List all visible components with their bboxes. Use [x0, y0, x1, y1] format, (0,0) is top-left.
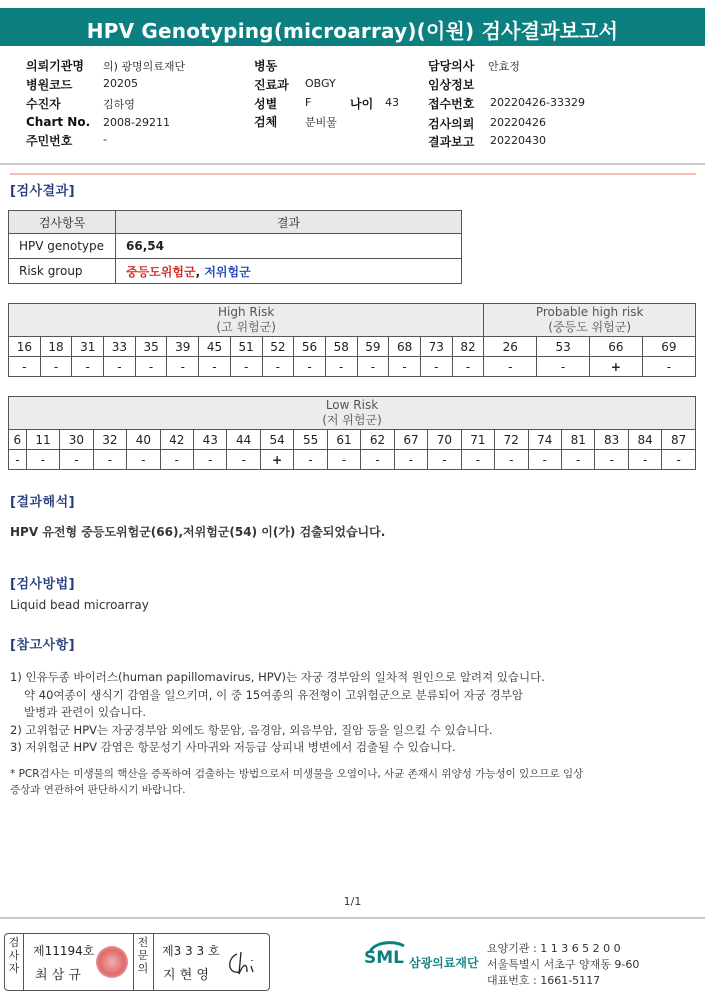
hpv-result-cell: - [562, 450, 595, 470]
examiner-name: 최 삼 규 [35, 968, 81, 983]
hpv-result-cell: - [394, 450, 427, 470]
hpv-type-cell: 30 [60, 430, 93, 450]
hpv-type-cell: 70 [428, 430, 461, 450]
examiner-seal-icon [96, 946, 128, 978]
hpv-result-cell: - [294, 450, 327, 470]
hpv-type-cell: 54 [260, 430, 293, 450]
hpv-result-cell: - [227, 450, 260, 470]
hpv-result-cell: - [127, 450, 160, 470]
section-title-interpretation: [결과해석] [10, 495, 76, 510]
hpv-result-cell: - [389, 357, 421, 377]
header-value: OBGY [305, 77, 336, 90]
divider [0, 917, 705, 919]
header-label: 담당의사 [428, 59, 475, 73]
hpv-result-cell: - [40, 357, 72, 377]
hpv-type-cell: 56 [294, 337, 326, 357]
specialist-number: 제3 3 3 호 [162, 944, 220, 958]
hpv-type-cell: 26 [484, 337, 537, 357]
header-label: 성별 [254, 97, 278, 111]
hpv-type-cell: 44 [227, 430, 260, 450]
footnote-line: * PCR검사는 미생물의 핵산을 증폭하여 검출하는 방법으로서 미생물을 오염이나, 사균 존재시 위양성 가능성이 있으므로 임상 [10, 768, 584, 780]
hpv-result-cell: - [9, 450, 27, 470]
hpv-type-cell: 51 [230, 337, 262, 357]
low-risk-subtitle: (저 위험군) [322, 413, 382, 427]
hpv-result-cell: - [104, 357, 136, 377]
hpv-result-cell: - [262, 357, 294, 377]
hpv-result-cell: - [537, 357, 590, 377]
institution-number: 요양기관 : 1 1 3 6 5 2 0 0 [487, 942, 621, 955]
header-value: 20205 [103, 77, 138, 90]
probable-high-risk-subtitle: (중등도 위험군) [548, 320, 632, 334]
hpv-result-cell: - [461, 450, 494, 470]
hpv-result-cell: - [452, 357, 484, 377]
section-title-method: [검사방법] [10, 577, 76, 592]
hpv-type-cell: 71 [461, 430, 494, 450]
section-title-notes: [참고사항] [10, 638, 76, 653]
hpv-result-cell: - [60, 450, 93, 470]
hpv-type-cell: 18 [40, 337, 72, 357]
hpv-result-cell: - [93, 450, 126, 470]
hpv-type-cell: 6 [9, 430, 27, 450]
result-item: Risk group [9, 259, 116, 284]
specialist-name: 지 현 영 [163, 968, 209, 983]
hpv-type-cell: 68 [389, 337, 421, 357]
header-label: 의뢰기관명 [26, 59, 84, 73]
risk-low-label: 저위험군 [204, 264, 251, 279]
hpv-type-cell: 66 [590, 337, 643, 357]
hpv-type-cell: 43 [194, 430, 227, 450]
header-label: 주민번호 [26, 134, 73, 148]
hpv-result-cell: - [294, 357, 326, 377]
hpv-type-cell: 59 [357, 337, 389, 357]
report-title: HPV Genotyping(microarray)(이원) 검사결과보고서 [86, 19, 619, 43]
high-risk-table [8, 303, 696, 377]
hpv-type-cell: 40 [127, 430, 160, 450]
header-label: 수진자 [26, 97, 61, 111]
hpv-type-cell: 69 [642, 337, 695, 357]
hpv-result-cell: - [135, 357, 167, 377]
footnote-line: 증상과 연관하여 판단하시기 바랍니다. [10, 784, 186, 796]
result-value: 66,54 [116, 234, 462, 259]
hpv-type-cell: 83 [595, 430, 628, 450]
note-line: 2) 고위험군 HPV는 자궁경부암 외에도 항문암, 음경암, 외음부암, 질암 등을 일으킬 수 있습니다. [10, 723, 493, 737]
hpv-result-cell: + [260, 450, 293, 470]
hpv-type-cell: 11 [26, 430, 59, 450]
hpv-result-cell: - [325, 357, 357, 377]
note-line: 1) 인유두종 바이러스(human papillomavirus, HPV)는 자궁 경부암의 일차적 원인으로 알려져 있습니다. [10, 670, 545, 684]
header-label: 나이 [350, 97, 374, 111]
hpv-result-cell: - [357, 357, 389, 377]
hpv-type-cell: 53 [537, 337, 590, 357]
divider [133, 934, 134, 990]
hpv-result-cell: - [495, 450, 528, 470]
section-title-result: [검사결과] [10, 184, 76, 199]
header-value: 20220430 [490, 134, 546, 147]
org-phone: 대표번호 : 1661-5117 [487, 974, 601, 987]
hpv-type-cell: 73 [420, 337, 452, 357]
probable-high-risk-title: Probable high risk [535, 305, 644, 319]
hpv-type-cell: 74 [528, 430, 561, 450]
hpv-type-cell: 32 [93, 430, 126, 450]
header-value: 20220426-33329 [490, 96, 585, 109]
hpv-type-cell: 61 [327, 430, 360, 450]
hpv-type-cell: 58 [325, 337, 357, 357]
result-col-header: 결과 [116, 211, 462, 234]
header-label: 접수번호 [428, 97, 475, 111]
hpv-type-cell: 82 [452, 337, 484, 357]
signature-box [4, 933, 270, 991]
hpv-result-cell: - [361, 450, 394, 470]
note-line: 약 40여종이 생식기 감염을 일으키며, 이 중 15여종의 유전형이 고위험군으로 분류되어 자궁 경부암 [24, 688, 523, 702]
hpv-type-cell: 67 [394, 430, 427, 450]
hpv-result-cell: - [167, 357, 199, 377]
low-risk-table [8, 396, 696, 470]
specialist-label: 전문의 [137, 936, 149, 975]
sml-logo-icon [364, 938, 409, 974]
org-address: 서울특별시 서초구 양재동 9-60 [487, 958, 640, 971]
hpv-type-cell: 87 [662, 430, 696, 450]
examiner-label: 검사자 [8, 936, 20, 975]
hpv-type-cell: 16 [9, 337, 41, 357]
signature-icon [225, 948, 265, 978]
probable-high-risk-header [484, 304, 696, 337]
note-line: 3) 저위험군 HPV 감염은 항문성기 사마귀와 저등급 상피내 병변에서 검출될 수 있습니다. [10, 740, 456, 754]
hpv-type-cell: 33 [104, 337, 136, 357]
header-label: 검체 [254, 115, 278, 129]
header-label: Chart No. [26, 115, 91, 129]
result-value [116, 259, 462, 284]
divider [10, 173, 696, 175]
high-risk-subtitle: (고 위험군) [216, 320, 276, 334]
hpv-type-cell: 42 [160, 430, 193, 450]
hpv-type-cell: 84 [628, 430, 661, 450]
header-value: 20220426 [490, 116, 546, 129]
header-value: 2008-29211 [103, 116, 170, 129]
header-label: 병원코드 [26, 78, 73, 92]
hpv-result-cell: - [230, 357, 262, 377]
header-label: 결과보고 [428, 135, 475, 149]
hpv-result-cell: - [628, 450, 661, 470]
hpv-result-cell: - [327, 450, 360, 470]
org-name: 삼광의료재단 [409, 956, 479, 970]
divider [23, 934, 24, 990]
result-table [8, 210, 462, 284]
hpv-result-cell: - [9, 357, 41, 377]
header-value: F [305, 96, 312, 109]
title-bar [0, 8, 705, 46]
header-value: 의) 광명의료재단 [103, 60, 186, 73]
hpv-result-cell: - [662, 450, 696, 470]
divider [0, 163, 705, 165]
header-label: 임상정보 [428, 78, 475, 92]
header-value: - [103, 133, 107, 146]
hpv-result-cell: + [590, 357, 643, 377]
hpv-result-cell: - [194, 450, 227, 470]
result-item: HPV genotype [9, 234, 116, 259]
header-label: 병동 [254, 59, 278, 73]
page-number: 1/1 [343, 895, 362, 908]
header-value: 43 [385, 96, 399, 109]
hpv-result-cell: - [595, 450, 628, 470]
header-value: 김하영 [103, 98, 135, 111]
hpv-type-cell: 55 [294, 430, 327, 450]
hpv-type-cell: 72 [495, 430, 528, 450]
logo-text: SML [364, 948, 404, 968]
note-line: 발병과 관련이 있습니다. [24, 705, 147, 719]
hpv-type-cell: 81 [562, 430, 595, 450]
hpv-result-cell: - [484, 357, 537, 377]
hpv-result-cell: - [72, 357, 104, 377]
header-label: 검사의뢰 [428, 117, 475, 131]
hpv-result-cell: - [26, 450, 59, 470]
low-risk-title: Low Risk [325, 398, 379, 412]
hpv-type-cell: 39 [167, 337, 199, 357]
examiner-number: 제11194호 [33, 944, 95, 958]
interpretation-text: HPV 유전형 중등도위험군(66),저위험군(54) 이(가) 검출되었습니다. [10, 525, 386, 539]
hpv-type-cell: 45 [199, 337, 231, 357]
divider [153, 934, 154, 990]
hpv-result-cell: - [199, 357, 231, 377]
header-label: 진료과 [254, 78, 289, 92]
result-col-header: 검사항목 [9, 211, 116, 234]
low-risk-header [9, 397, 696, 430]
hpv-type-cell: 52 [262, 337, 294, 357]
risk-separator: , [195, 264, 205, 279]
hpv-result-cell: - [428, 450, 461, 470]
hpv-type-cell: 35 [135, 337, 167, 357]
header-value: 안효정 [488, 60, 520, 73]
risk-mid-label: 중등도위험군 [126, 264, 196, 279]
hpv-result-cell: - [642, 357, 695, 377]
hpv-result-cell: - [528, 450, 561, 470]
hpv-result-cell: - [160, 450, 193, 470]
high-risk-header [9, 304, 484, 337]
method-text: Liquid bead microarray [10, 598, 149, 612]
hpv-type-cell: 62 [361, 430, 394, 450]
high-risk-title: High Risk [218, 305, 275, 319]
hpv-result-cell: - [420, 357, 452, 377]
hpv-type-cell: 31 [72, 337, 104, 357]
header-value: 분비물 [305, 116, 337, 129]
